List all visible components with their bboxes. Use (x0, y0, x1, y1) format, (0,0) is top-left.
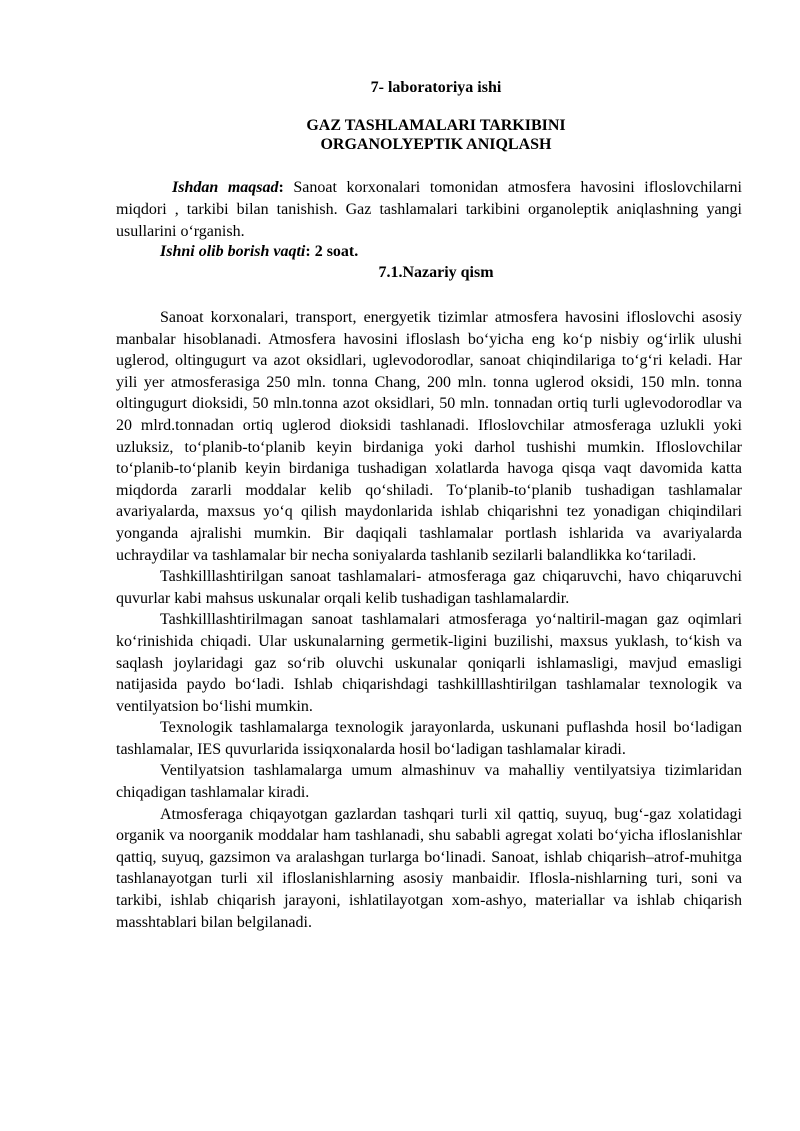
goal-section (116, 177, 742, 243)
paragraph: Ventilyatsion tashlamalarga umum almashinuv va mahalliy ventilyatsiya tizimlaridan chiqadigan tashlamalar kiradi. (116, 762, 742, 802)
duration-label: Ishni olib borish vaqti (160, 243, 306, 260)
paragraph: Atmosferaga chiqayotgan gazlardan tashqari turli xil qattiq, suyuq, bug‘-gaz xolatidagi organik va noorganik moddalar ham tashlanadi, shu sababli agregat xolati bo‘yicha ifloslanishlar qattiq, suyuq, gazsimon va aralashgan turlarga bo‘linadi. Sanoat, ishlab chiqarish–atrof-muhitga tashlanayotgan turli xil ifloslanishlarning asosiy manbaidir. Iflosla-nishlarning turi, soni va tarkibi, ishlab chiqarish jarayoni, ishlatilayotgan xom-ashyo, materiallar va ishlab chiqarish masshtablari bilan belgilanadi. (116, 805, 742, 931)
lab-number: 7- laboratoriya ishi (370, 79, 502, 96)
document-title (116, 116, 756, 154)
paragraph: Tashkilllashtirilgan sanoat tashlamalari- atmosferaga gaz chiqaruvchi, havo chiqaruvchi quvurlar kabi mahsus uskunalar orqali kelib tushadigan tashlamalardir. (116, 568, 742, 607)
title-line-2: ORGANOLYEPTIK ANIQLASH (320, 136, 552, 153)
paragraph: Sanoat korxonalari, transport, energyetik tizimlar atmosfera havosini ifloslovchi asosiy manbalar hisoblanadi. Atmosfera havosini ifloslash bo‘yicha eng ko‘p nisbiy og‘irlik ulushi uglerod, oltingugurt va azot oksidlari, uglevodorodlar, sanoat chiqindilariga to‘g‘ri keladi. Har yili yer atmosferasiga 250 mln. tonna Chang, 200 mln. tonna uglerod oksidi, 150 mln. tonna oltingugurt dioksidi, 50 mln.tonna azot oksidlari, 50 mln. tonnadan ortiq turli uglevodorodlar va 20 mlrd.tonnadan ortiq uglerod dioksidi tashlanadi. Ifloslovchilar atmosferaga uzlukli yoki uzluksiz, to‘planib-to‘planib keyin birdaniga yoki darhol tushishi mumkin. Ifloslovchilar to‘planib-to‘planib keyin birdaniga tushadigan xolatlarda havoga qisqa vaqt davomida katta miqdorda zararli moddalar kelib qo‘shiladi. To‘planib-to‘planib tushadigan tashlamalar avariyalarda, maxsus yo‘q qilish maydonlarida ishlab chiqarishni tez yonadigan chiqindilari yonganda ajralishi mumkin. Bir daqiqali tashlamalar portlash ishlarida va avariyalarda uchraydilar va tashlamalar bir necha soniyalarda tashlanib sezilarli balandlikka ko‘tariladi. (116, 309, 742, 564)
section-title: 7.1.Nazariy qism (378, 264, 494, 281)
goal-paragraph (116, 177, 742, 243)
duration-value: 2 soat. (310, 243, 359, 260)
goal-colon: : (278, 179, 284, 196)
goal-label: Ishdan maqsad (172, 179, 279, 196)
paragraph: Tashkilllashtirilmagan sanoat tashlamalari atmosferaga yo‘naltiril-magan gaz oqimlari ko‘rinishida chiqadi. Ular uskunalarning germetik-ligini buzilishi, maxsus yuklash, to‘kish va saqlash joylaridagi gaz so‘rib oluvchi uskunalar qoniqarli ishlamasligi, mavjud emasligi natijasida paydo bo‘ladi. Ishlab chiqarishdagi tashkilllashtirilgan tashlamalar texnologik va ventilyatsion bo‘lishi mumkin. (116, 611, 742, 715)
duration-colon: : (305, 243, 311, 260)
title-line-1: GAZ TASHLAMALARI TARKIBINI (306, 117, 566, 134)
paragraph: Texnologik tashlamalarga texnologik jarayonlarda, uskunani puflashda hosil bo‘ladigan tashlamalar, IES quvurlarida issiqxonalarda hosil bo‘ladigan tashlamalar kiradi. (116, 719, 742, 758)
goal-text: Sanoat korxonalari tomonidan atmosfera havosini ifloslovchilarni miqdori , tarkibi bilan tanishish. Gaz tashlamalari tarkibini organoleptik aniqlashning yangi usullarini o‘rganish. (116, 179, 743, 240)
body-text (116, 307, 742, 933)
duration-line (160, 242, 560, 262)
